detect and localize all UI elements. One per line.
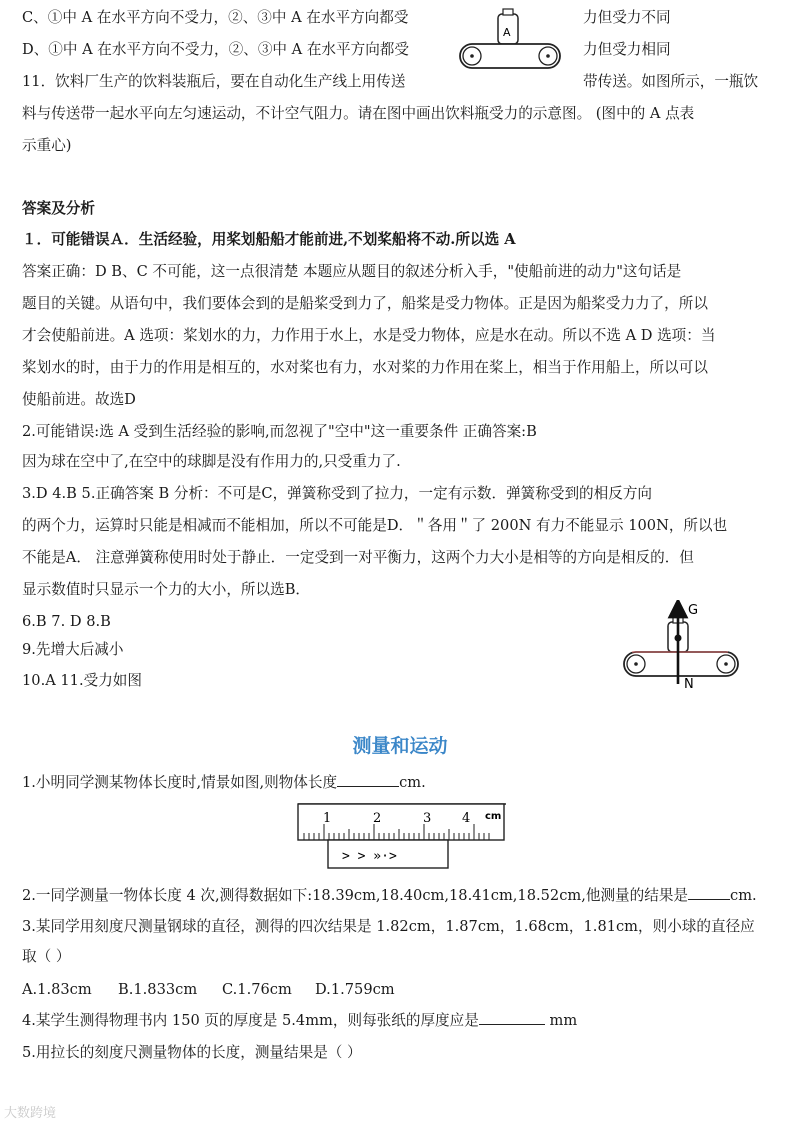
answer-345-line4: 显示数值时只显示一个力的大小，所以选B． — [22, 581, 311, 598]
answer-2-line2: 因为球在空中了,在空中的球脚是没有作用力的,只受重力了. — [22, 453, 401, 470]
answer-1-line: １．可能错误Ａ．生活经验，用桨划船船才能前进,不划桨船将不动.所以选 A — [22, 231, 516, 248]
bottle-label: A — [503, 26, 511, 39]
q2-text: 2.一同学测量一物体长度 4 次,测得数据如下:18.39cm,18.40cm,18.41cm,18.52cm,他测量的结果是 — [22, 887, 689, 904]
answer-10-11: 10.A 11.受力如图 — [22, 672, 142, 689]
watermark-logo: 大数跨境 — [4, 1106, 57, 1121]
answer-1-p2: 题目的关键。从语句中，我们要体会到的是船桨受到力了，船桨是受力物体。正是因为船桨受力力了，所以 — [22, 295, 708, 312]
ruler-number-1: 1 — [323, 811, 332, 826]
q11-line2: 料与传送带一起水平向左匀速运动，不计空气阻力。请在图中画出饮料瓶受力的示意图。 (图中的 A 点表 — [22, 105, 695, 122]
q3-line1: 3.某同学用刻度尺测量钢球的直径，测得的四次结果是 1.82cm，1.87cm，1.68cm，1.81cm，则小球的直径应 — [22, 918, 755, 935]
q3-option-d[interactable]: D.1.759cm — [315, 981, 395, 998]
q4-line — [22, 1010, 577, 1031]
conveyor-bottle-figure — [450, 8, 570, 74]
q3-option-b[interactable]: B.1.833cm — [118, 981, 198, 998]
answer-9: 9.先增大后减小 — [22, 641, 124, 658]
answer-345-line1: 3.D 4.B 5.正确答案 B 分析：不可是C，弹簧称受到了拉力，一定有示数．弹簧称受到的相反方向 — [22, 485, 653, 502]
answer-345-line2: 的两个力，运算时只能是相减而不能相加，所以不可能是D．＂各用＂了 200N 有力不能显示 100N，所以也 — [22, 517, 728, 534]
answer-1-p5: 使船前进。故选D — [22, 391, 136, 408]
q2-unit: cm. — [730, 887, 757, 904]
force-g-label: G — [688, 603, 699, 618]
answer-1-p4: 桨划水的时，由于力的作用是相互的，水对桨也有力，水对桨的力作用在桨上，相当于作用船上，所以可以 — [22, 359, 708, 376]
answer-678: 6.B 7. D 8.B — [22, 613, 111, 630]
q2-answer-blank[interactable] — [688, 885, 730, 900]
ruler-unit: cm — [485, 811, 502, 822]
q4-answer-blank[interactable] — [479, 1010, 545, 1025]
answer-1-p1: 答案正确：D B、C 不可能，这一点很清楚 本题应从题目的叙述分析入手，"使船前进的动力"这句话是 — [22, 263, 682, 280]
q11-line1-left: 11．饮料厂生产的饮料装瓶后，要在自动化生产线上用传送 — [22, 73, 406, 90]
q3-line2: 取（ ） — [22, 948, 71, 965]
q11-line3: 示重心) — [22, 137, 72, 154]
q1-unit: cm. — [399, 774, 426, 791]
option-c-left: C、①中 A 在水平方向不受力，②、③中 A 在水平方向都受 — [22, 9, 409, 26]
q2-line — [22, 885, 757, 906]
option-d-left: D、①中 A 在水平方向不受力，②、③中 A 在水平方向都受 — [22, 41, 409, 58]
force-n-label: N — [684, 677, 694, 692]
answer-1-p3: 才会使船前进。A 选项：桨划水的力，力作用于水上，水是受力物体，应是水在动。所以不选 A D 选项：当 — [22, 327, 716, 344]
answers-heading: 答案及分析 — [22, 200, 95, 217]
q11-line1-right: 带传送。如图所示，一瓶饮 — [583, 73, 759, 90]
object-marks: > > »·> — [342, 849, 397, 864]
answer-345-line3: 不能是A． 注意弹簧称使用时处于静止．一定受到一对平衡力，这两个力大小是相等的方向是相反的．但 — [22, 549, 694, 566]
section-title: 测量和运动 — [352, 735, 448, 757]
option-c-right: 力但受力不同 — [583, 9, 671, 26]
q1-line — [22, 772, 426, 793]
q1-text: 1.小明同学测某物体长度时,情景如图,则物体长度 — [22, 774, 338, 791]
ruler-figure — [296, 800, 508, 872]
q5-line: 5.用拉长的刻度尺测量物体的长度，测量结果是（ ） — [22, 1044, 362, 1061]
ruler-number-2: 2 — [373, 811, 382, 826]
q4-unit: mm — [549, 1012, 578, 1029]
force-diagram — [618, 600, 748, 692]
q3-option-a[interactable]: A.1.83cm — [22, 981, 92, 998]
ruler-number-3: 3 — [423, 811, 432, 826]
option-d-right: 力但受力相同 — [583, 41, 671, 58]
q1-answer-blank[interactable] — [337, 772, 399, 787]
q4-text: 4.某学生测得物理书内 150 页的厚度是 5.4mm，则每张纸的厚度应是 — [22, 1012, 479, 1029]
q3-option-c[interactable]: C.1.76cm — [222, 981, 292, 998]
ruler-number-4: 4 — [462, 811, 471, 826]
answer-2-line1: 2.可能错误:选 A 受到生活经验的影响,而忽视了"空中"这一重要条件 正确答案:B — [22, 423, 537, 440]
